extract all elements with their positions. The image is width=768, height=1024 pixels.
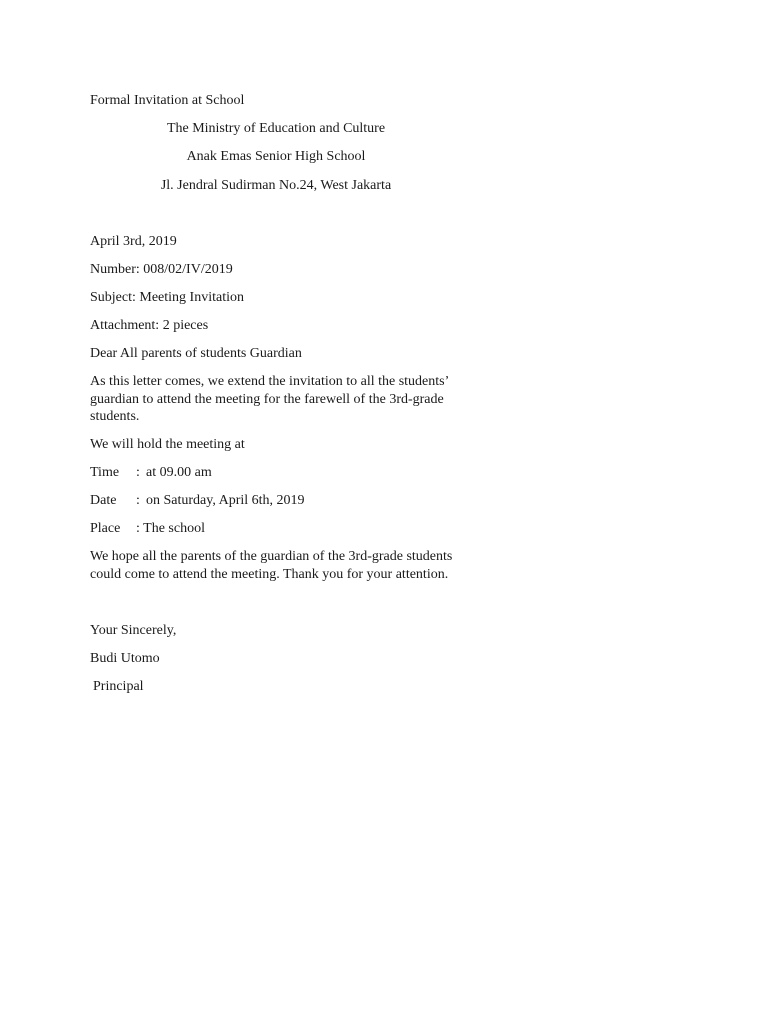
- letter-body-paragraph: As this letter comes, we extend the invitation to all the students’ guardian to attend the meeting for the farewell of the 3rd-grade students.: [90, 374, 449, 424]
- letter-salutation: Dear All parents of students Guardian: [90, 346, 302, 361]
- place-value: : The school: [136, 521, 205, 536]
- time-label: Time: [90, 465, 120, 480]
- date-label: Date: [90, 493, 117, 508]
- detail-row-place: [90, 520, 205, 538]
- place-label: Place: [90, 521, 121, 536]
- letter-attachment: Attachment: 2 pieces: [90, 318, 209, 333]
- letter-heading: Formal Invitation at School: [90, 93, 245, 108]
- letter-subject: Subject: Meeting Invitation: [90, 290, 244, 305]
- detail-row-date: [90, 492, 305, 510]
- letterhead-school: Anak Emas Senior High School: [186, 149, 366, 164]
- signer-name: Budi Utomo: [90, 651, 160, 666]
- letterhead-address: Jl. Jendral Sudirman No.24, West Jakarta: [160, 178, 392, 193]
- time-separator: :: [136, 465, 140, 480]
- letter-number: Number: 008/02/IV/2019: [90, 262, 233, 277]
- letter-date: April 3rd, 2019: [90, 234, 177, 249]
- date-value: on Saturday, April 6th, 2019: [146, 493, 305, 508]
- meeting-intro: We will hold the meeting at: [90, 437, 245, 452]
- letterhead-ministry: The Ministry of Education and Culture: [166, 121, 386, 136]
- date-separator: :: [136, 493, 140, 508]
- letter-closing-paragraph: We hope all the parents of the guardian of the 3rd-grade students could come to attend the meeting. Thank you for your attention.: [90, 549, 453, 582]
- letter-valediction: Your Sincerely,: [90, 623, 177, 638]
- time-value: at 09.00 am: [146, 465, 212, 480]
- detail-row-time: [90, 464, 212, 482]
- signer-title: Principal: [93, 679, 144, 694]
